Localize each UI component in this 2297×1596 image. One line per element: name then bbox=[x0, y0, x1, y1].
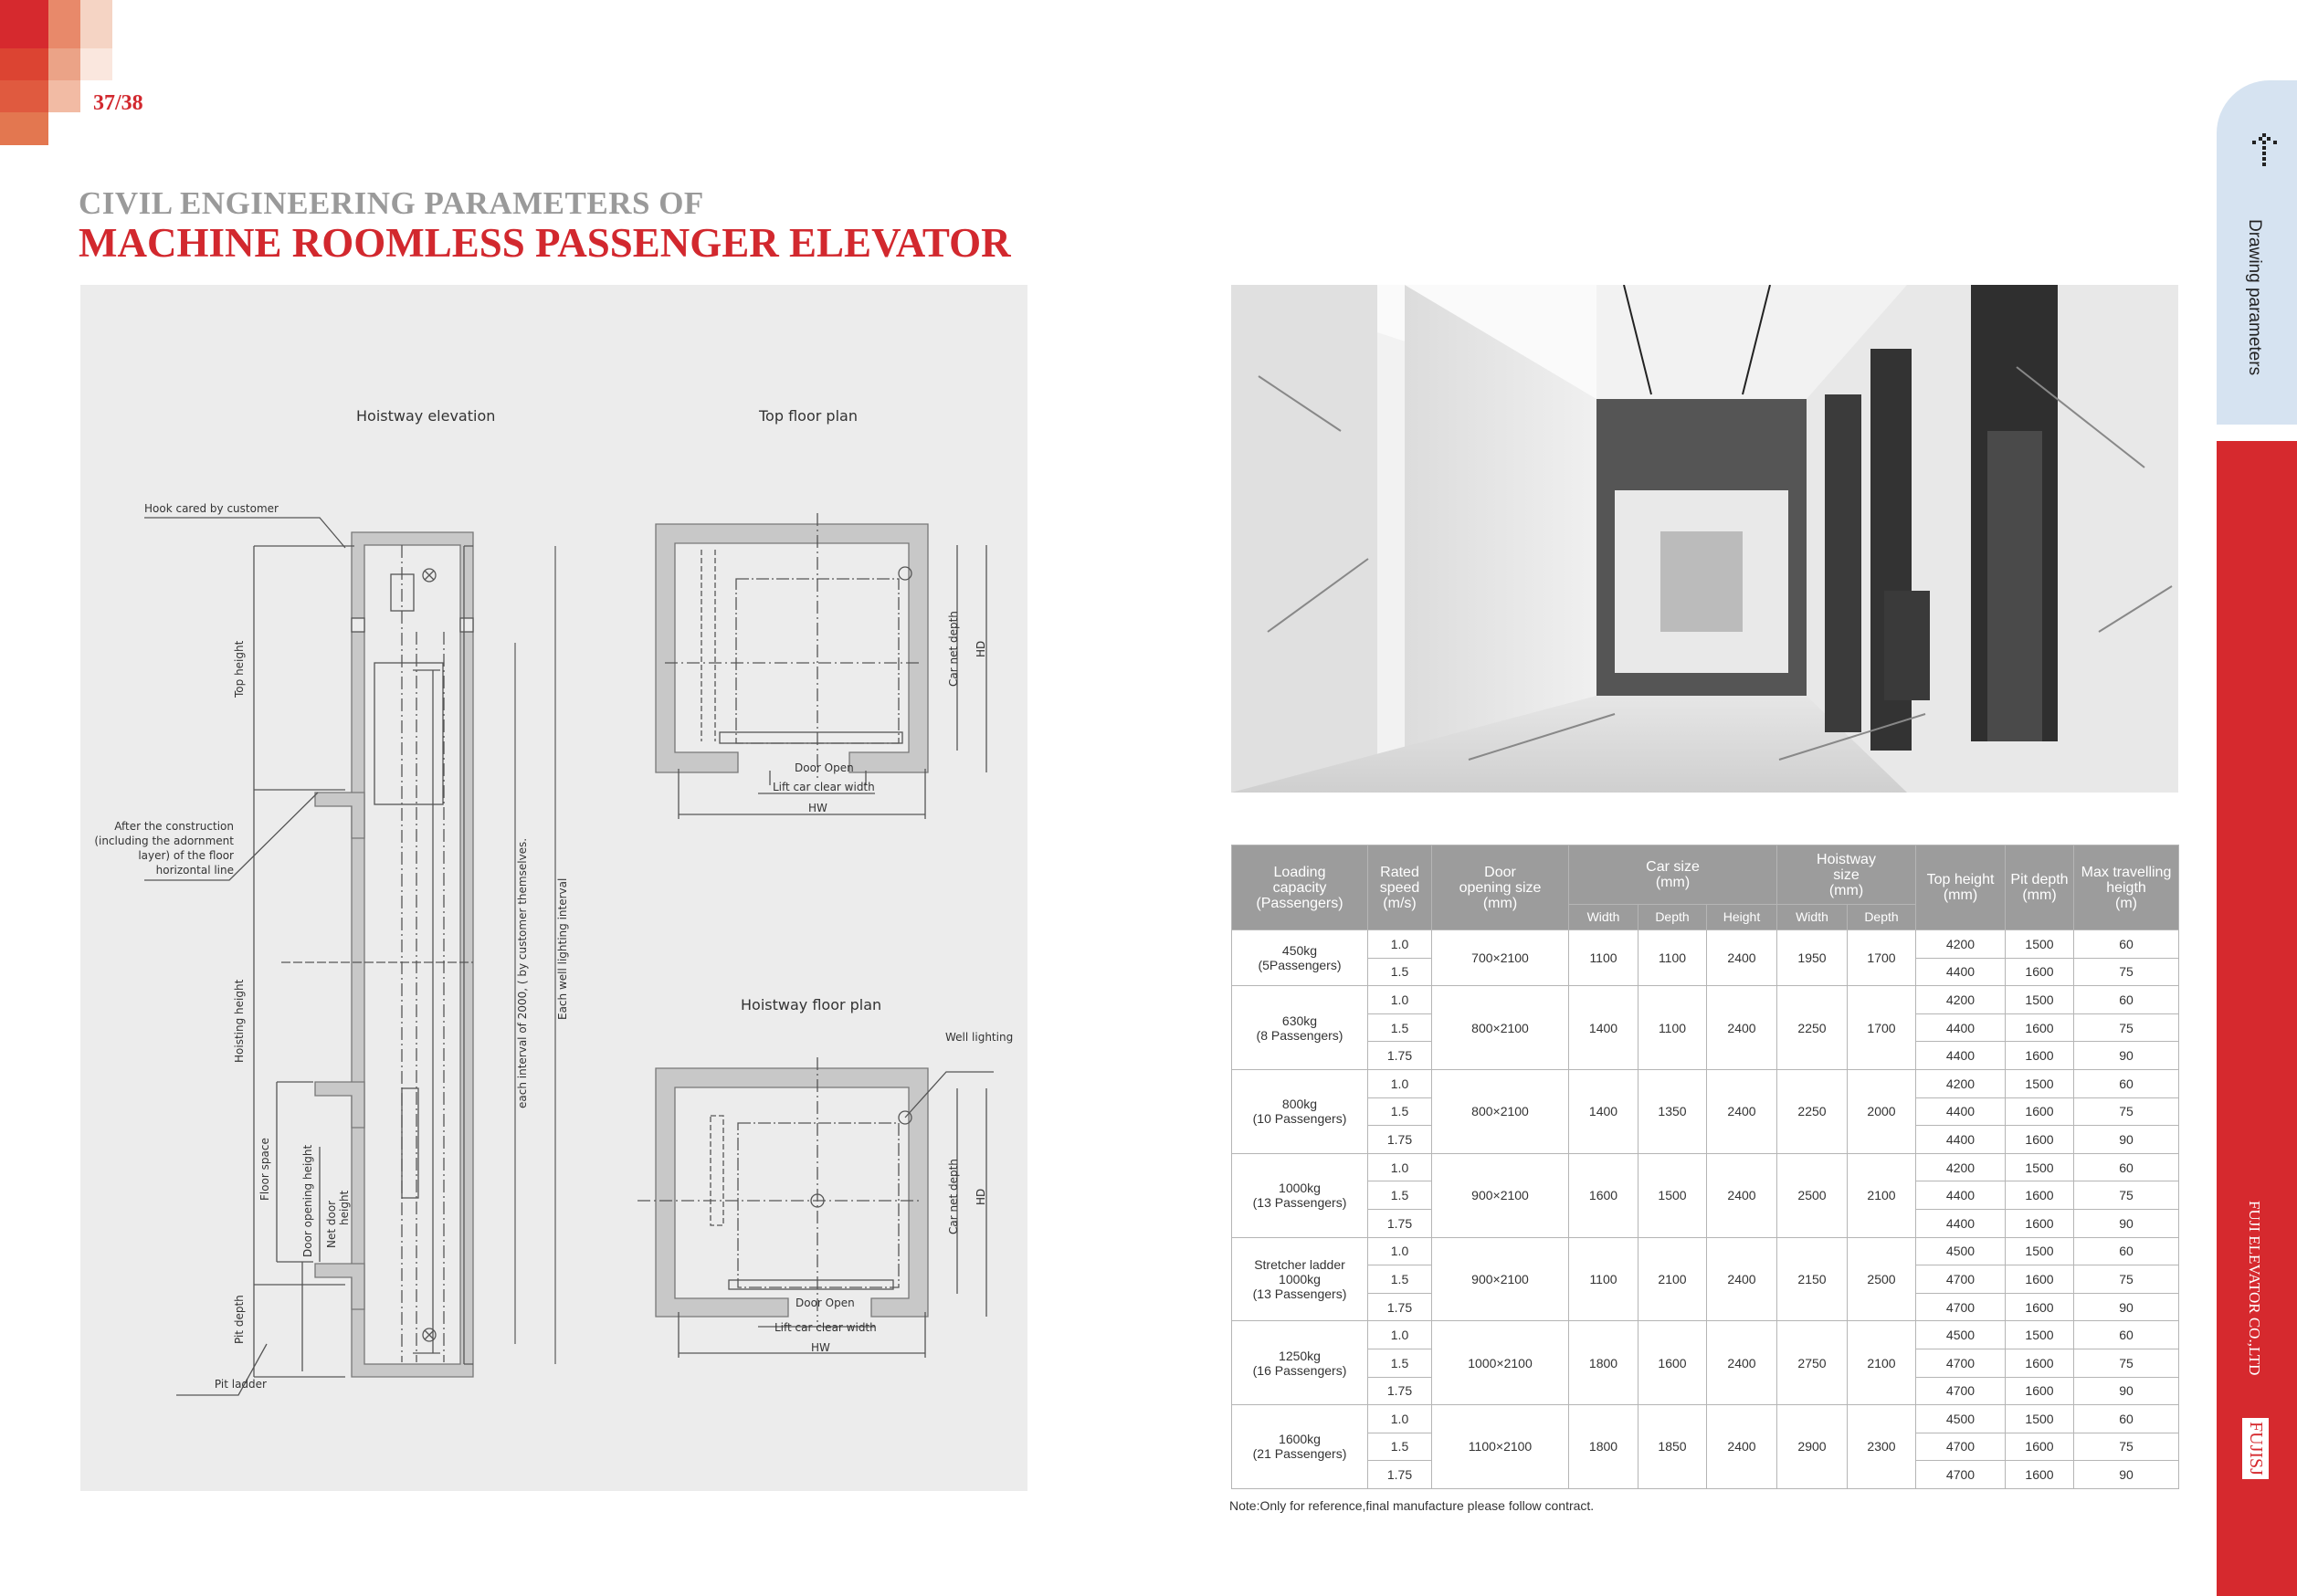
table-row bbox=[1232, 1237, 2179, 1265]
fuji-logo: FUJISJ bbox=[2242, 1418, 2269, 1479]
cell-pit-depth: 1500 bbox=[2006, 1153, 2074, 1181]
label-top-height: Top height bbox=[233, 640, 246, 698]
cell-max-travel: 90 bbox=[2074, 1293, 2179, 1321]
cell-door-size: 1100×2100 bbox=[1432, 1405, 1569, 1489]
label-car-net-depth: Car net depth bbox=[947, 611, 960, 687]
hoistway-floor-plan-drawing bbox=[637, 1057, 994, 1358]
header-pit-depth: Pit depth (mm) bbox=[2006, 845, 2074, 930]
elevator-lobby-photo bbox=[1231, 285, 2178, 793]
cell-speed: 1.0 bbox=[1368, 1153, 1432, 1181]
cell-max-travel: 60 bbox=[2074, 1405, 2179, 1433]
page-subtitle: CIVIL ENGINEERING PARAMETERS OF bbox=[79, 185, 704, 221]
cell-speed: 1.0 bbox=[1368, 1405, 1432, 1433]
cell-speed: 1.5 bbox=[1368, 1349, 1432, 1377]
cell-max-travel: 75 bbox=[2074, 1433, 2179, 1461]
cell-pit-depth: 1500 bbox=[2006, 1405, 2074, 1433]
label-after-construction-1: After the construction bbox=[114, 820, 234, 833]
cell-pit-depth: 1500 bbox=[2006, 1237, 2074, 1265]
capacity-line: (13 Passengers) bbox=[1252, 1286, 1347, 1301]
header-car-width: Width bbox=[1569, 905, 1638, 930]
cell-max-travel: 75 bbox=[2074, 1349, 2179, 1377]
table-row bbox=[1232, 1405, 2179, 1433]
cell-speed: 1.5 bbox=[1368, 1265, 1432, 1294]
cell-capacity bbox=[1232, 930, 1368, 986]
label-lift-car-clear-width: Lift car clear width bbox=[773, 781, 875, 793]
label-hoistway-floor-plan: Hoistway floor plan bbox=[741, 996, 882, 1013]
cell-car-height: 2400 bbox=[1707, 1069, 1777, 1153]
cell-pit-depth: 1600 bbox=[2006, 958, 2074, 986]
cell-car-height: 2400 bbox=[1707, 1153, 1777, 1237]
cell-car-depth: 1850 bbox=[1638, 1405, 1707, 1489]
label-pit-ladder: Pit ladder bbox=[214, 1378, 267, 1391]
cell-max-travel: 90 bbox=[2074, 1209, 2179, 1237]
capacity-line: 450kg bbox=[1281, 943, 1318, 959]
cell-speed: 1.0 bbox=[1368, 1321, 1432, 1349]
cell-max-travel: 60 bbox=[2074, 1069, 2179, 1097]
label-well-lighting: Well lighting bbox=[945, 1031, 1014, 1044]
cell-top-height: 4400 bbox=[1916, 1181, 2006, 1210]
capacity-line: (10 Passengers) bbox=[1252, 1111, 1347, 1127]
cell-capacity bbox=[1232, 1405, 1368, 1489]
cell-pit-depth: 1600 bbox=[2006, 1126, 2074, 1154]
cell-top-height: 4700 bbox=[1916, 1461, 2006, 1489]
cell-pit-depth: 1600 bbox=[2006, 1377, 2074, 1405]
label-hook: Hook cared by customer bbox=[144, 502, 279, 515]
cell-car-depth: 2100 bbox=[1638, 1237, 1707, 1321]
cell-top-height: 4400 bbox=[1916, 1042, 2006, 1070]
cell-hoistway-width: 2750 bbox=[1777, 1321, 1848, 1405]
cell-max-travel: 75 bbox=[2074, 1013, 2179, 1042]
cell-door-size: 800×2100 bbox=[1432, 986, 1569, 1070]
cell-capacity bbox=[1232, 1237, 1368, 1321]
sidebar-tab-label: Drawing parameters bbox=[2245, 219, 2264, 376]
label-hoistway-elevation: Hoistway elevation bbox=[356, 407, 496, 425]
capacity-line: (21 Passengers) bbox=[1252, 1446, 1347, 1462]
cell-max-travel: 60 bbox=[2074, 986, 2179, 1014]
label-well-lighting-interval: Each well lighting interval bbox=[556, 877, 569, 1020]
cell-speed: 1.0 bbox=[1368, 1069, 1432, 1097]
cell-hoistway-width: 2150 bbox=[1777, 1237, 1848, 1321]
label-net-door-height-2: height bbox=[338, 1190, 351, 1225]
table-row bbox=[1232, 930, 2179, 959]
cell-hoistway-width: 2250 bbox=[1777, 1069, 1848, 1153]
cell-speed: 1.75 bbox=[1368, 1126, 1432, 1154]
cell-car-width: 1100 bbox=[1569, 930, 1638, 986]
cell-car-depth: 1600 bbox=[1638, 1321, 1707, 1405]
label-hd: HD bbox=[975, 640, 987, 657]
cell-pit-depth: 1600 bbox=[2006, 1013, 2074, 1042]
cell-speed: 1.0 bbox=[1368, 1237, 1432, 1265]
cell-speed: 1.5 bbox=[1368, 958, 1432, 986]
cell-top-height: 4500 bbox=[1916, 1237, 2006, 1265]
header-capacity: Loading capacity (Passengers) bbox=[1232, 845, 1368, 930]
cell-top-height: 4500 bbox=[1916, 1405, 2006, 1433]
table-row bbox=[1232, 1069, 2179, 1097]
cell-pit-depth: 1600 bbox=[2006, 1433, 2074, 1461]
company-name: FUJI ELEVATOR CO.,LTD bbox=[2246, 1201, 2263, 1376]
label-after-construction-2: (including the adornment bbox=[94, 835, 234, 847]
cell-hoistway-depth: 2100 bbox=[1848, 1153, 1916, 1237]
header-hoistway-depth: Depth bbox=[1848, 905, 1916, 930]
cell-top-height: 4400 bbox=[1916, 958, 2006, 986]
capacity-line: 800kg bbox=[1281, 1097, 1318, 1112]
cell-max-travel: 60 bbox=[2074, 1153, 2179, 1181]
cell-pit-depth: 1600 bbox=[2006, 1181, 2074, 1210]
cell-hoistway-depth: 1700 bbox=[1848, 930, 1916, 986]
capacity-line: (16 Passengers) bbox=[1252, 1362, 1347, 1378]
header-car-size: Car size (mm) bbox=[1569, 845, 1777, 905]
cell-door-size: 900×2100 bbox=[1432, 1153, 1569, 1237]
label-top-floor-plan: Top floor plan bbox=[759, 407, 858, 425]
cell-max-travel: 60 bbox=[2074, 930, 2179, 959]
page-title: MACHINE ROOMLESS PASSENGER ELEVATOR bbox=[79, 220, 1011, 266]
cell-speed: 1.75 bbox=[1368, 1461, 1432, 1489]
cell-door-size: 1000×2100 bbox=[1432, 1321, 1569, 1405]
cell-pit-depth: 1600 bbox=[2006, 1461, 2074, 1489]
cell-top-height: 4200 bbox=[1916, 1069, 2006, 1097]
label-hoisting-height: Hoisting height bbox=[233, 979, 246, 1063]
label-door-open: Door Open bbox=[795, 761, 854, 774]
cell-pit-depth: 1500 bbox=[2006, 986, 2074, 1014]
cell-max-travel: 90 bbox=[2074, 1126, 2179, 1154]
cell-top-height: 4400 bbox=[1916, 1097, 2006, 1126]
cell-speed: 1.5 bbox=[1368, 1097, 1432, 1126]
cell-capacity bbox=[1232, 1321, 1368, 1405]
label-interval: each interval of 2000, ( by customer themselves. bbox=[516, 837, 529, 1108]
parameters-table bbox=[1231, 845, 2179, 1489]
cell-pit-depth: 1600 bbox=[2006, 1042, 2074, 1070]
cell-top-height: 4700 bbox=[1916, 1349, 2006, 1377]
cell-car-height: 2400 bbox=[1707, 986, 1777, 1070]
cell-car-width: 1600 bbox=[1569, 1153, 1638, 1237]
label-after-construction-4: horizontal line bbox=[155, 864, 234, 877]
hoistway-elevation-drawing bbox=[144, 518, 473, 1395]
cell-hoistway-width: 2250 bbox=[1777, 986, 1848, 1070]
cell-speed: 1.0 bbox=[1368, 986, 1432, 1014]
capacity-line: (5Passengers) bbox=[1258, 958, 1342, 973]
cell-car-height: 2400 bbox=[1707, 1321, 1777, 1405]
cell-max-travel: 90 bbox=[2074, 1042, 2179, 1070]
cell-capacity bbox=[1232, 1153, 1368, 1237]
cell-car-width: 1100 bbox=[1569, 1237, 1638, 1321]
sidebar-brand-strip bbox=[2217, 441, 2297, 1596]
header-car-height: Height bbox=[1707, 905, 1777, 930]
header-top-height: Top height (mm) bbox=[1916, 845, 2006, 930]
cell-speed: 1.5 bbox=[1368, 1433, 1432, 1461]
cell-pit-depth: 1600 bbox=[2006, 1349, 2074, 1377]
label-hw: HW bbox=[808, 802, 827, 814]
cell-top-height: 4400 bbox=[1916, 1013, 2006, 1042]
label-pit-depth: Pit depth bbox=[233, 1295, 246, 1344]
cell-hoistway-width: 2500 bbox=[1777, 1153, 1848, 1237]
cell-speed: 1.75 bbox=[1368, 1042, 1432, 1070]
label-car-net-depth-2: Car net depth bbox=[947, 1159, 960, 1234]
cell-car-height: 2400 bbox=[1707, 1405, 1777, 1489]
cell-max-travel: 90 bbox=[2074, 1377, 2179, 1405]
cell-speed: 1.75 bbox=[1368, 1377, 1432, 1405]
cell-car-width: 1400 bbox=[1569, 1069, 1638, 1153]
drawings-panel bbox=[80, 285, 1027, 1491]
cell-car-height: 2400 bbox=[1707, 930, 1777, 986]
cell-max-travel: 75 bbox=[2074, 1097, 2179, 1126]
label-floor-space: Floor space bbox=[258, 1138, 271, 1201]
cell-pit-depth: 1600 bbox=[2006, 1097, 2074, 1126]
cell-speed: 1.5 bbox=[1368, 1013, 1432, 1042]
cell-max-travel: 75 bbox=[2074, 958, 2179, 986]
capacity-line: 1000kg bbox=[1279, 1271, 1321, 1286]
cell-car-depth: 1500 bbox=[1638, 1153, 1707, 1237]
cell-door-size: 700×2100 bbox=[1432, 930, 1569, 986]
cell-top-height: 4200 bbox=[1916, 986, 2006, 1014]
cell-pit-depth: 1600 bbox=[2006, 1265, 2074, 1294]
elevator-up-arrow-icon bbox=[2252, 133, 2280, 170]
cell-car-height: 2400 bbox=[1707, 1237, 1777, 1321]
cell-speed: 1.75 bbox=[1368, 1293, 1432, 1321]
cell-max-travel: 60 bbox=[2074, 1237, 2179, 1265]
capacity-line: (8 Passengers) bbox=[1256, 1027, 1343, 1043]
header-speed: Rated speed (m/s) bbox=[1368, 845, 1432, 930]
cell-top-height: 4700 bbox=[1916, 1433, 2006, 1461]
header-hoistway-width: Width bbox=[1777, 905, 1848, 930]
cell-pit-depth: 1500 bbox=[2006, 1321, 2074, 1349]
cell-speed: 1.75 bbox=[1368, 1209, 1432, 1237]
table-row bbox=[1232, 986, 2179, 1014]
label-lift-car-clear-width-2: Lift car clear width bbox=[774, 1321, 877, 1334]
capacity-line: 630kg bbox=[1281, 1013, 1318, 1028]
cell-door-size: 900×2100 bbox=[1432, 1237, 1569, 1321]
capacity-line: (13 Passengers) bbox=[1252, 1195, 1347, 1211]
label-hd-2: HD bbox=[975, 1188, 987, 1205]
lobby-illustration bbox=[1231, 285, 2178, 793]
cell-hoistway-depth: 2500 bbox=[1848, 1237, 1916, 1321]
cell-car-depth: 1100 bbox=[1638, 986, 1707, 1070]
cell-top-height: 4700 bbox=[1916, 1293, 2006, 1321]
label-after-construction-3: layer) of the floor bbox=[138, 849, 234, 862]
cell-max-travel: 90 bbox=[2074, 1461, 2179, 1489]
cell-top-height: 4400 bbox=[1916, 1209, 2006, 1237]
cell-pit-depth: 1500 bbox=[2006, 930, 2074, 959]
cell-car-depth: 1350 bbox=[1638, 1069, 1707, 1153]
cell-max-travel: 75 bbox=[2074, 1181, 2179, 1210]
cell-door-size: 800×2100 bbox=[1432, 1069, 1569, 1153]
cell-hoistway-depth: 2100 bbox=[1848, 1321, 1916, 1405]
cell-car-width: 1400 bbox=[1569, 986, 1638, 1070]
header-max-travel: Max travelling heigth (m) bbox=[2074, 845, 2179, 930]
cell-max-travel: 60 bbox=[2074, 1321, 2179, 1349]
capacity-line: Stretcher ladder bbox=[1254, 1256, 1345, 1272]
cell-max-travel: 75 bbox=[2074, 1265, 2179, 1294]
table-body bbox=[1232, 930, 2179, 1489]
capacity-line: 1600kg bbox=[1279, 1432, 1321, 1447]
cell-hoistway-width: 1950 bbox=[1777, 930, 1848, 986]
cell-speed: 1.5 bbox=[1368, 1181, 1432, 1210]
cell-pit-depth: 1600 bbox=[2006, 1293, 2074, 1321]
cell-car-width: 1800 bbox=[1569, 1321, 1638, 1405]
table-row bbox=[1232, 1153, 2179, 1181]
capacity-line: 1000kg bbox=[1279, 1181, 1321, 1196]
cell-car-width: 1800 bbox=[1569, 1405, 1638, 1489]
cell-hoistway-width: 2900 bbox=[1777, 1405, 1848, 1489]
cell-hoistway-depth: 2000 bbox=[1848, 1069, 1916, 1153]
header-hoistway-size: Hoistway size (mm) bbox=[1777, 845, 1916, 905]
table-row bbox=[1232, 1321, 2179, 1349]
table-note: Note:Only for reference,final manufacture please follow contract. bbox=[1229, 1498, 1595, 1513]
technical-drawings bbox=[80, 285, 1027, 1491]
cell-capacity bbox=[1232, 986, 1368, 1070]
cell-top-height: 4700 bbox=[1916, 1265, 2006, 1294]
label-door-open-2: Door Open bbox=[796, 1297, 855, 1309]
cell-pit-depth: 1600 bbox=[2006, 1209, 2074, 1237]
label-door-opening-height: Door opening height bbox=[301, 1144, 314, 1257]
sidebar-tab-drawing-parameters[interactable] bbox=[2217, 80, 2297, 425]
cell-top-height: 4700 bbox=[1916, 1377, 2006, 1405]
capacity-line: 1250kg bbox=[1279, 1348, 1321, 1363]
cell-speed: 1.0 bbox=[1368, 930, 1432, 959]
label-hw-2: HW bbox=[811, 1341, 830, 1354]
header-car-depth: Depth bbox=[1638, 905, 1707, 930]
cell-pit-depth: 1500 bbox=[2006, 1069, 2074, 1097]
cell-top-height: 4200 bbox=[1916, 1153, 2006, 1181]
cell-car-depth: 1100 bbox=[1638, 930, 1707, 986]
page-number: 37/38 bbox=[93, 91, 143, 115]
cell-top-height: 4200 bbox=[1916, 930, 2006, 959]
cell-top-height: 4500 bbox=[1916, 1321, 2006, 1349]
label-net-door-height-1: Net door bbox=[325, 1200, 338, 1248]
cell-top-height: 4400 bbox=[1916, 1126, 2006, 1154]
cell-capacity bbox=[1232, 1069, 1368, 1153]
cell-hoistway-depth: 2300 bbox=[1848, 1405, 1916, 1489]
header-door: Door opening size (mm) bbox=[1432, 845, 1569, 930]
cell-hoistway-depth: 1700 bbox=[1848, 986, 1916, 1070]
